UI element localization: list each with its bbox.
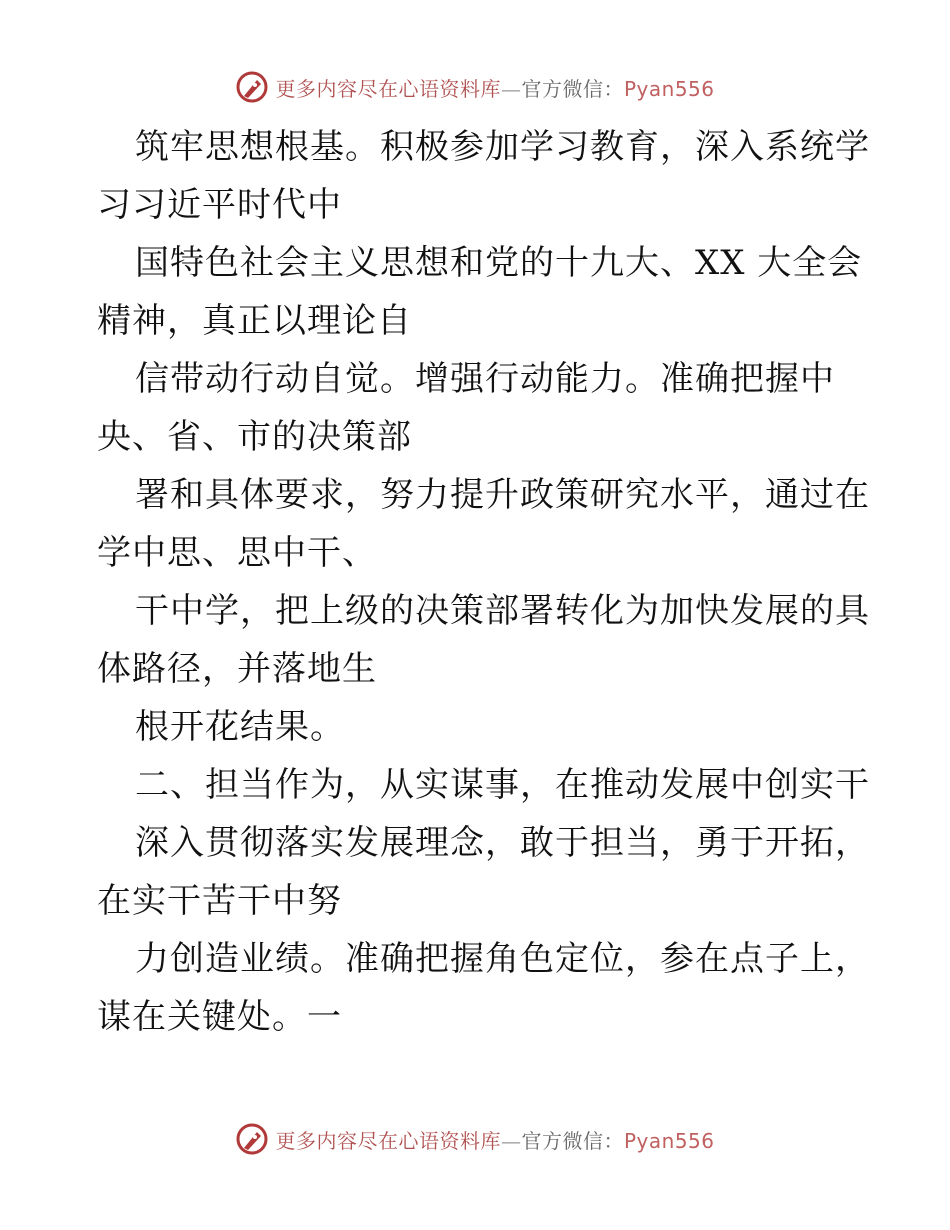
section-heading: 二、担当作为，从实谋事，在推动发展中创实干 <box>135 765 870 805</box>
banner-wechat-label: 官方微信： <box>521 1128 624 1153</box>
text-line: 习习近平时代中 <box>97 185 342 225</box>
text-line: 央、省、市的决策部 <box>97 417 412 457</box>
text-line: 学中思、思中干、 <box>97 533 377 573</box>
banner-wechat-label: 官方微信： <box>521 76 624 101</box>
document-body <box>97 118 870 1046</box>
text-line: 在实干苦干中努 <box>97 881 342 921</box>
text-line: 信带动行动自觉。增强行动能力。准确把握中 <box>135 359 835 399</box>
banner-dash: — <box>500 1128 522 1153</box>
text-line: 体路径，并落地生 <box>97 649 377 689</box>
banner-text <box>275 1125 714 1154</box>
banner-wechat-id: Pyan556 <box>623 76 715 101</box>
banner-wechat-id: Pyan556 <box>623 1128 715 1153</box>
text-line: 力创造业绩。准确把握角色定位，参在点子上， <box>135 939 870 979</box>
text-line: 国特色社会主义思想和党的十九大、XX 大全会 <box>135 243 863 283</box>
text-line: 干中学，把上级的决策部署转化为加快发展的具 <box>135 591 870 631</box>
text-line: 谋在关键处。一 <box>97 997 342 1037</box>
text-line: 筑牢思想根基。积极参加学习教育，深入系统学 <box>135 127 870 167</box>
banner-dash: — <box>500 76 522 101</box>
banner-main-text: 更多内容尽在心语资料库 <box>275 1128 501 1153</box>
text-line: 署和具体要求，努力提升政策研究水平，通过在 <box>135 475 870 515</box>
pen-nib-icon <box>235 1122 269 1156</box>
text-line: 根开花结果。 <box>135 707 345 747</box>
text-line: 深入贯彻落实发展理念，敢于担当，勇于开拓， <box>135 823 870 863</box>
header-banner <box>0 70 950 104</box>
footer-banner <box>0 1122 950 1156</box>
pen-nib-icon <box>235 70 269 104</box>
banner-text <box>275 73 714 102</box>
text-line: 精神，真正以理论自 <box>97 301 412 341</box>
banner-main-text: 更多内容尽在心语资料库 <box>275 76 501 101</box>
